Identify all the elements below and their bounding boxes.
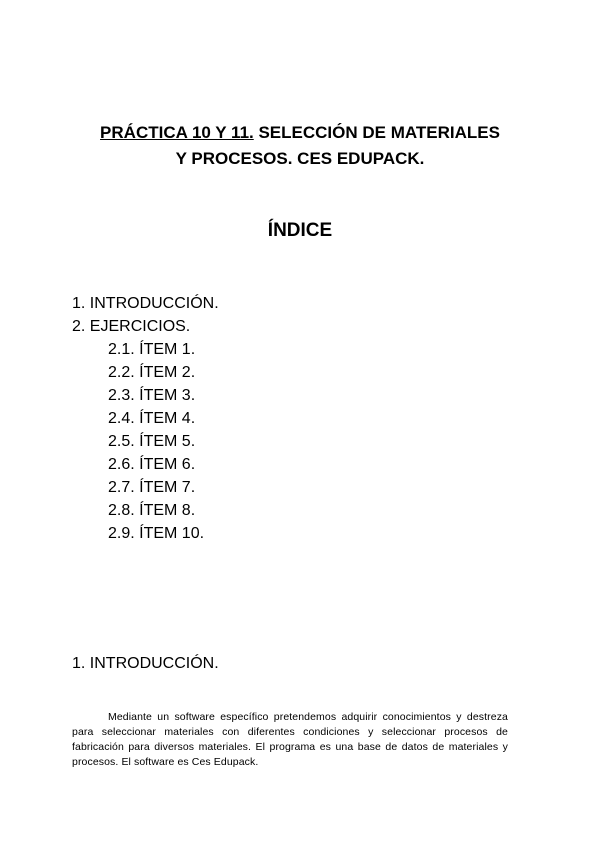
- toc-subitem: 2.7. ÍTEM 7.: [108, 479, 196, 496]
- section-heading-introduccion: 1. INTRODUCCIÓN.: [72, 655, 219, 672]
- toc-item-introduccion: 1. INTRODUCCIÓN.: [72, 295, 219, 312]
- title-underlined-part: PRÁCTICA 10 Y 11.: [100, 123, 254, 142]
- table-of-contents: [72, 292, 219, 545]
- title-line-1: [0, 120, 600, 146]
- toc-item-ejercicios: 2. EJERCICIOS.: [72, 318, 191, 335]
- toc-subitem: 2.8. ÍTEM 8.: [108, 502, 196, 519]
- introduction-paragraph: Mediante un software específico pretendemos adquirir conocimientos y destreza para seleccionar materiales con diferentes condiciones y seleccionar procesos de fabricación para diversos materiales. El programa es una base de datos de materiales y procesos. El software es Ces Edupack.: [72, 710, 508, 768]
- toc-subitem: 2.1. ÍTEM 1.: [108, 341, 196, 358]
- toc-subitem: 2.2. ÍTEM 2.: [108, 364, 196, 381]
- toc-subitem: 2.5. ÍTEM 5.: [108, 433, 196, 450]
- title-rest: SELECCIÓN DE MATERIALES: [253, 123, 500, 142]
- index-heading: ÍNDICE: [267, 220, 333, 241]
- toc-subitem: 2.4. ÍTEM 4.: [108, 410, 196, 427]
- toc-subitem: 2.9. ÍTEM 10.: [108, 525, 205, 542]
- toc-subitem: 2.3. ÍTEM 3.: [108, 387, 196, 404]
- document-title: [0, 120, 600, 172]
- toc-subitem: 2.6. ÍTEM 6.: [108, 456, 196, 473]
- title-line-2: Y PROCESOS. CES EDUPACK.: [175, 149, 425, 168]
